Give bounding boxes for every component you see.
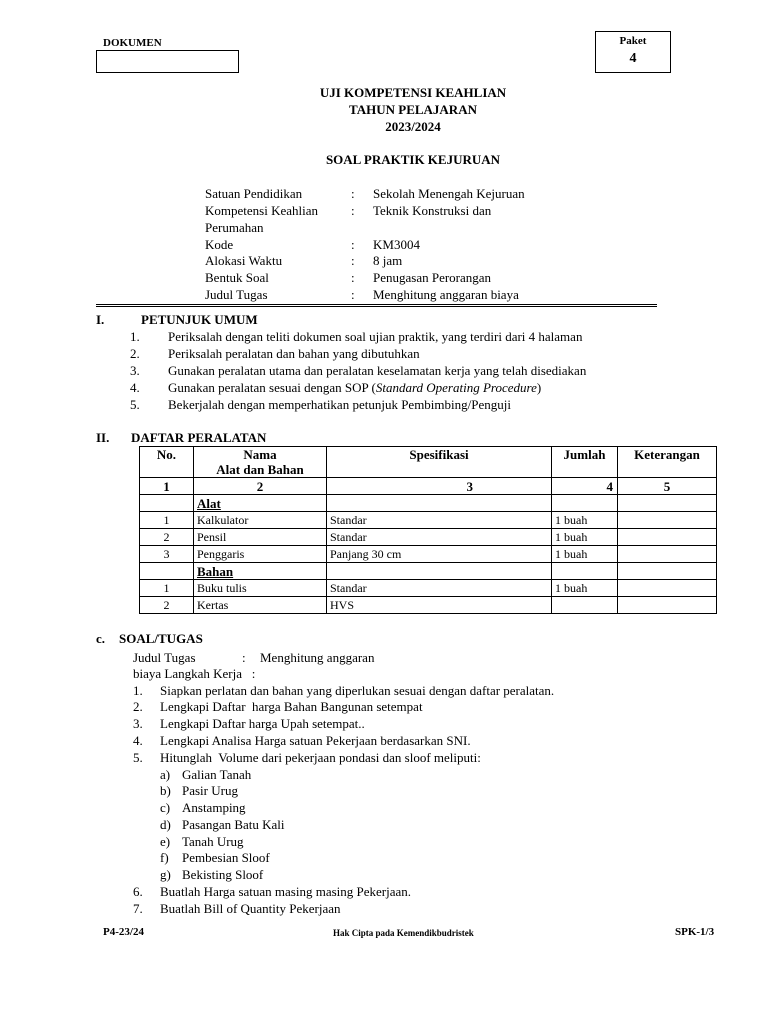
table-cell: 2 [140,597,194,614]
table-row [140,597,717,614]
step-number: 4. [133,733,143,748]
meta-label: Perumahan [205,220,264,235]
table-cell [327,495,552,512]
sub-item-letter: d) [160,817,171,832]
table-cell: 1 buah [552,580,618,597]
step-number: 7. [133,901,143,916]
table-cell [618,529,717,546]
list-item-text: ) [536,380,542,395]
section-1-title: PETUNJUK UMUM [141,312,258,327]
table-cell: 4 [552,478,618,495]
table-cell: Penggaris [194,546,327,563]
table-cell: Standar [327,529,552,546]
table-cell [552,563,618,580]
table-cell: HVS [327,597,552,614]
sub-item-letter: f) [160,850,169,865]
table-cell: 1 buah [552,529,618,546]
sub-item: Bekisting Sloof [182,867,264,882]
meta-sep: : [351,237,355,252]
meta-label: Judul Tugas [205,287,268,302]
list-item-number: 2. [130,346,140,361]
table-row [140,478,717,495]
group-alat-label: Alat [194,495,327,512]
table-cell: Pensil [194,529,327,546]
table-header-row [140,447,717,478]
table-row [140,580,717,597]
step-number: 6. [133,884,143,899]
list-item: Periksalah peralatan dan bahan yang dibutuhkan [168,346,420,361]
section-3-number: c. [96,631,106,646]
list-item: Bekerjalah dengan memperhatikan petunjuk Pembimbing/Penguji [168,397,511,412]
table-cell [552,597,618,614]
table-cell: 3 [140,546,194,563]
table-cell: Kalkulator [194,512,327,529]
judul-tugas-value: Menghitung anggaran [260,650,375,665]
sub-item-letter: b) [160,783,171,798]
meta-value: Penugasan Perorangan [373,270,492,285]
header-nama [194,447,327,478]
step-item: Lengkapi Analisa Harga satuan Pekerjaan berdasarkan SNI. [160,733,471,748]
header-no: No. [140,447,194,478]
meta-sep: : [351,270,355,285]
list-item-number: 1. [130,329,140,344]
table-row [140,495,717,512]
judul-tugas-sep: : [242,650,246,665]
paket-number: 4 [629,51,637,66]
judul-tugas-label: Judul Tugas [133,650,196,665]
header-nama-line2: Alat dan Bahan [216,462,304,477]
header-keterangan: Keterangan [618,447,717,478]
meta-label: Bentuk Soal [205,270,269,285]
divider-rule [96,304,657,307]
section-1-number: I. [96,312,105,327]
equipment-table [139,446,717,614]
meta-value: 8 jam [373,253,403,268]
table-cell [618,563,717,580]
list-item-text: Gunakan peralatan sesuai dengan SOP ( [168,380,376,395]
step-item: Siapkan perlatan dan bahan yang diperlukan sesuai dengan daftar peralatan. [160,683,555,698]
list-item-number: 5. [130,397,140,412]
section-3-title: SOAL/TUGAS [119,631,203,646]
dokumen-label: DOKUMEN [103,37,162,49]
step-item: Lengkapi Daftar harga Upah setempat.. [160,716,365,731]
table-cell [618,580,717,597]
sub-item: Tanah Urug [182,834,244,849]
table-cell [552,495,618,512]
table-cell [140,563,194,580]
sub-item-letter: g) [160,867,171,882]
meta-value: Sekolah Menengah Kejuruan [373,186,525,201]
sub-item: Pasir Urug [182,783,238,798]
table-cell [618,495,717,512]
paket-label: Paket [619,35,647,47]
footer-left: P4-23/24 [103,926,144,938]
meta-value: KM3004 [373,237,420,252]
title-line-3: 2023/2024 [385,119,441,134]
table-cell: Standar [327,580,552,597]
meta-sep: : [351,287,355,302]
table-cell: Buku tulis [194,580,327,597]
meta-sep: : [351,186,355,201]
header-spesifikasi: Spesifikasi [327,447,552,478]
sub-item-letter: c) [160,800,171,815]
meta-label: Kode [205,237,234,252]
sub-item: Pasangan Batu Kali [182,817,285,832]
table-row [140,512,717,529]
footer-center: Hak Cipta pada Kemendikbudristek [333,928,474,938]
footer-right: SPK-1/3 [675,926,715,938]
table-cell: Kertas [194,597,327,614]
table-cell: 1 buah [552,512,618,529]
meta-sep: : [351,203,355,218]
meta-label: Satuan Pendidikan [205,186,303,201]
group-bahan-label: Bahan [194,563,327,580]
sub-item: Anstamping [182,800,246,815]
table-cell [618,512,717,529]
meta-label: Alokasi Waktu [205,253,283,268]
title-line-1: UJI KOMPETENSI KEAHLIAN [319,85,507,100]
table-cell [618,546,717,563]
list-item-number: 4. [130,380,140,395]
header-nama-line1: Nama [243,447,277,462]
step-item: Buatlah Bill of Quantity Pekerjaan [160,901,341,916]
table-cell: 1 [140,512,194,529]
step-number: 3. [133,716,143,731]
table-cell: 2 [140,529,194,546]
table-cell: 1 [140,580,194,597]
table-cell [140,495,194,512]
step-number: 5. [133,750,143,765]
table-cell [618,597,717,614]
table-row [140,529,717,546]
list-item: Periksalah dengan teliti dokumen soal ujian praktik, yang terdiri dari 4 halaman [168,329,583,344]
sub-item: Pembesian Sloof [182,850,270,865]
step-number: 2. [133,699,143,714]
table-cell: 1 [140,478,194,495]
header-jumlah: Jumlah [552,447,618,478]
paket-box [595,31,671,73]
step-item: Buatlah Harga satuan masing masing Pekerjaan. [160,884,412,899]
table-cell [327,563,552,580]
langkah-kerja-line: biaya Langkah Kerja : [133,666,256,681]
meta-value: Menghitung anggaran biaya [373,287,519,302]
title-line-2: TAHUN PELAJARAN [349,102,477,117]
table-row [140,546,717,563]
step-number: 1. [133,683,143,698]
list-item-number: 3. [130,363,140,378]
sub-item-letter: e) [160,834,171,849]
list-item: Gunakan peralatan utama dan peralatan keselamatan kerja yang telah disediakan [168,363,587,378]
sub-item-letter: a) [160,767,171,782]
table-row [140,563,717,580]
step-item: Hitunglah Volume dari pekerjaan pondasi dan sloof meliputi: [160,750,481,765]
meta-sep: : [351,253,355,268]
table-cell: Standar [327,512,552,529]
list-item [168,380,541,396]
table-cell: 1 buah [552,546,618,563]
table-cell: 5 [618,478,717,495]
meta-value: Teknik Konstruksi dan [373,203,492,218]
dokumen-box [96,50,239,73]
table-cell: 2 [194,478,327,495]
meta-label: Kompetensi Keahlian [205,203,318,218]
subtitle: SOAL PRAKTIK KEJURUAN [325,152,501,167]
section-2-title: DAFTAR PERALATAN [131,430,267,445]
sub-item: Galian Tanah [182,767,252,782]
step-item: Lengkapi Daftar harga Bahan Bangunan setempat [160,699,423,714]
list-item-italic: Standard Operating Procedure [375,380,537,395]
section-2-number: II. [96,430,110,445]
table-cell: 3 [327,478,552,495]
table-cell: Panjang 30 cm [327,546,552,563]
